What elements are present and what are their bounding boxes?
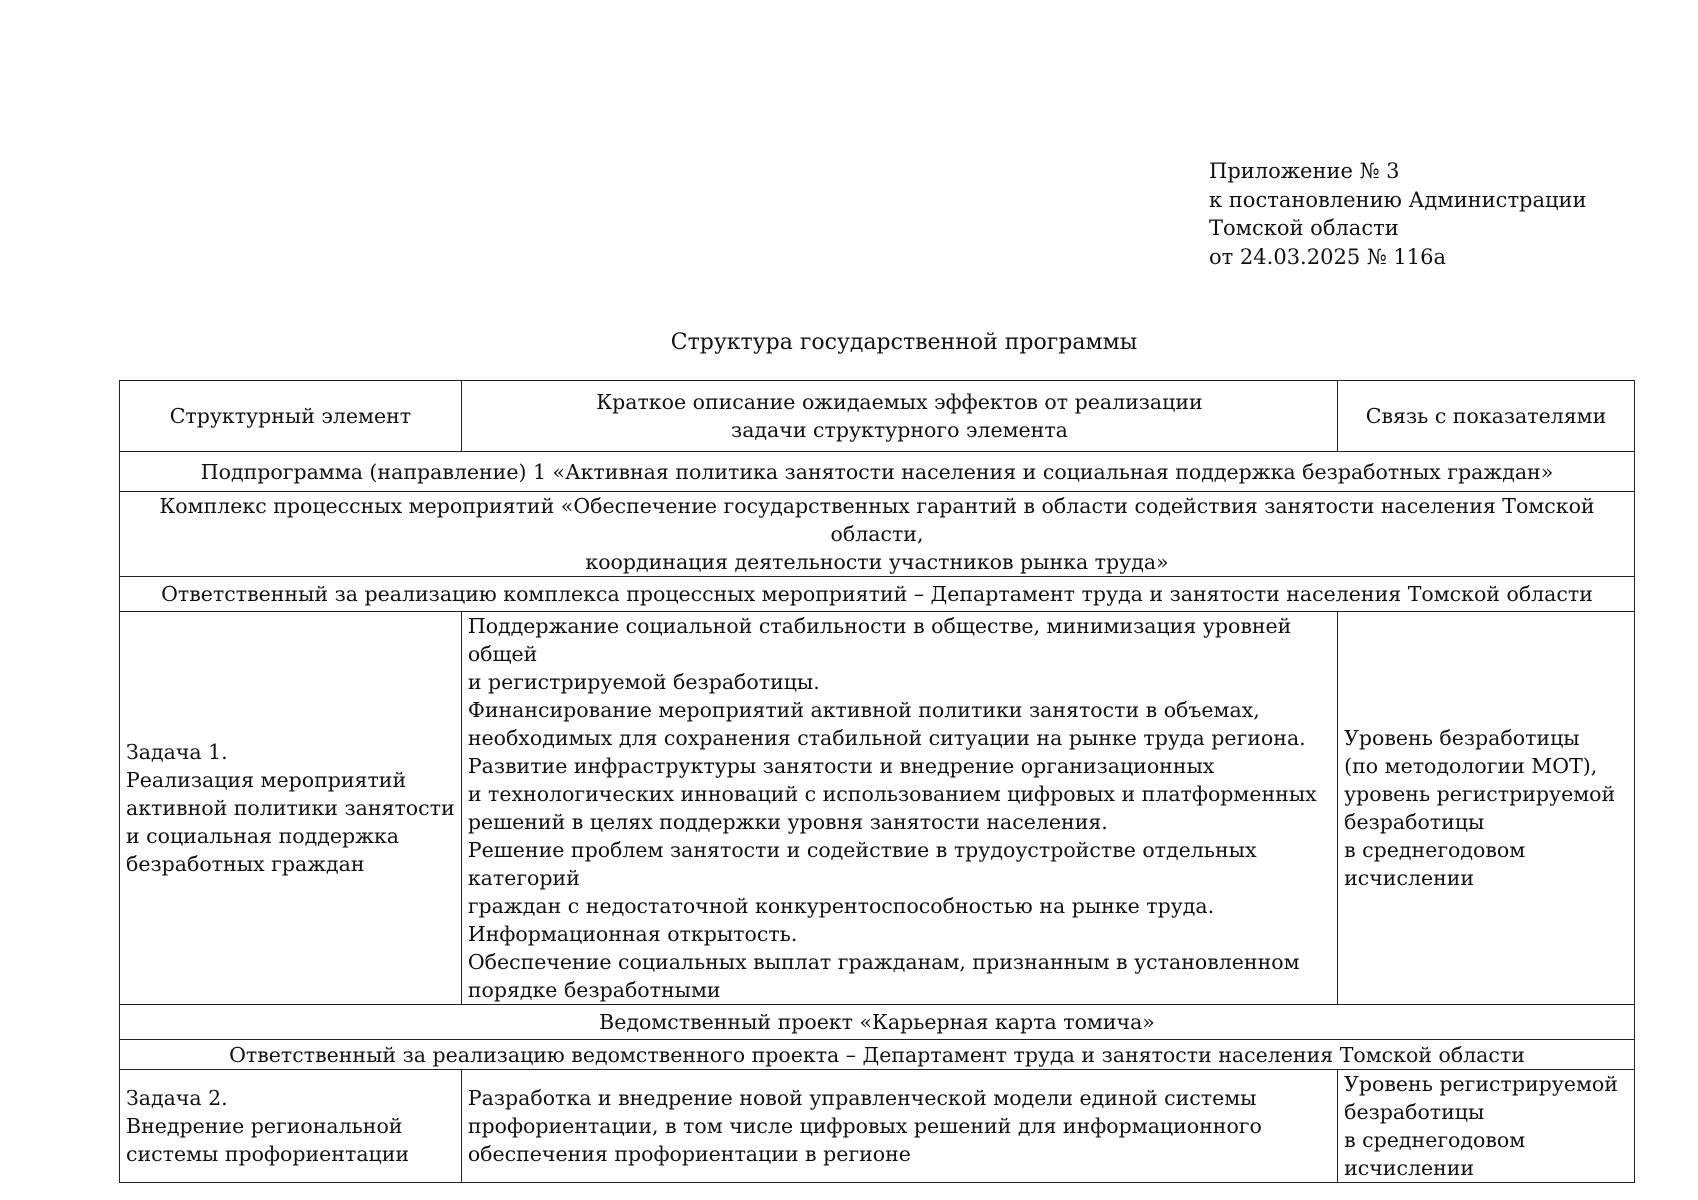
- task1-element-line: Реализация мероприятий: [126, 768, 407, 792]
- complex-cell: [120, 492, 1635, 577]
- task1-indicator-line: уровень регистрируемой: [1344, 782, 1616, 806]
- appendix-line: Приложение № 3: [1209, 159, 1400, 183]
- task1-row: [120, 612, 1635, 1005]
- task1-indicator-line: безработицы: [1344, 810, 1485, 834]
- task2-description-cell: [461, 1070, 1337, 1183]
- project-responsible-row: [120, 1040, 1635, 1070]
- task1-indicator-line: в среднегодовом: [1344, 838, 1526, 862]
- appendix-line: к постановлению Администрации: [1209, 187, 1587, 212]
- header-indicators: Связь с показателями: [1338, 381, 1635, 452]
- task2-element-line: Задача 2.: [126, 1086, 228, 1110]
- document-title: Структура государственной программы: [670, 330, 1138, 355]
- project-row: [120, 1005, 1635, 1040]
- task1-element-line: активной политики занятости: [126, 796, 455, 820]
- task2-row: [120, 1070, 1635, 1183]
- task1-description-line: Развитие инфраструктуры занятости и внедрение организационных: [467, 754, 1215, 778]
- task2-indicator-line: исчислении: [1344, 1156, 1475, 1180]
- task2-element-cell: [120, 1070, 462, 1183]
- complex-responsible-row: [120, 577, 1635, 612]
- task1-element-line: безработных граждан: [126, 852, 365, 876]
- program-structure-table: [119, 380, 1635, 1183]
- task1-description-line: граждан с недостаточной конкурентоспособностью на рынке труда.: [467, 894, 1215, 918]
- complex-line: Комплекс процессных мероприятий «Обеспечение государственных гарантий в области содействия занятости населения Томской области,: [159, 494, 1595, 546]
- task1-element-line: Задача 1.: [126, 740, 228, 764]
- task1-indicator-line: Уровень безработицы: [1344, 726, 1580, 750]
- task1-description-line: Решение проблем занятости и содействие в трудоустройстве отдельных категорий: [467, 838, 1257, 890]
- task1-description-line: решений в целях поддержки уровня занятости населения.: [467, 810, 1108, 834]
- complex-line: координация деятельности участников рынка труда»: [585, 550, 1169, 574]
- task2-indicator-line: в среднегодовом: [1344, 1128, 1526, 1152]
- header-row: [120, 381, 1635, 452]
- header-description-line: Краткое описание ожидаемых эффектов от реализации: [596, 390, 1203, 414]
- header-description: [461, 381, 1337, 452]
- task1-description-line: и технологических инноваций с использованием цифровых и платформенных: [467, 782, 1317, 806]
- subprogram-row: [120, 452, 1635, 492]
- header-description-line: задачи структурного элемента: [731, 418, 1068, 442]
- task1-description-line: Информационная открытость.: [467, 922, 798, 946]
- task1-indicators-cell: [1338, 612, 1635, 1005]
- task2-indicator-line: Уровень регистрируемой: [1344, 1072, 1618, 1096]
- task1-description-line: необходимых для сохранения стабильной ситуации на рынке труда региона.: [467, 726, 1306, 750]
- appendix-block: [1209, 157, 1587, 271]
- task2-indicators-cell: [1338, 1070, 1635, 1183]
- task1-description-line: порядке безработными: [467, 978, 721, 1002]
- task2-indicator-line: безработицы: [1344, 1100, 1485, 1124]
- task1-indicator-line: (по методологии МОТ),: [1344, 754, 1598, 778]
- task1-description-line: Финансирование мероприятий активной политики занятости в объемах,: [467, 698, 1260, 722]
- task1-description-line: Поддержание социальной стабильности в обществе, минимизация уровней общей: [467, 614, 1292, 666]
- task1-element-line: и социальная поддержка: [126, 824, 399, 848]
- task2-element-line: Внедрение региональной: [126, 1114, 403, 1138]
- project-responsible-cell: Ответственный за реализацию ведомственного проекта – Департамент труда и занятости населения Томской области: [120, 1040, 1635, 1070]
- complex-row: [120, 492, 1635, 577]
- task2-description-line: обеспечения профориентации в регионе: [467, 1142, 911, 1166]
- task1-indicator-line: исчислении: [1344, 866, 1475, 890]
- task2-description-line: Разработка и внедрение новой управленческой модели единой системы: [467, 1086, 1257, 1110]
- task1-description-cell: [461, 612, 1337, 1005]
- complex-responsible-cell: Ответственный за реализацию комплекса процессных мероприятий – Департамент труда и занятости населения Томской области: [120, 577, 1635, 612]
- task1-description-line: Обеспечение социальных выплат гражданам, признанным в установленном: [467, 950, 1300, 974]
- task1-element-cell: [120, 612, 462, 1005]
- appendix-line: от 24.03.2025 № 116а: [1209, 244, 1446, 269]
- appendix-line: Томской области: [1209, 216, 1399, 240]
- project-cell: Ведомственный проект «Карьерная карта томича»: [120, 1005, 1635, 1040]
- header-structural-element: Структурный элемент: [120, 381, 462, 452]
- task2-description-line: профориентации, в том числе цифровых решений для информационного: [467, 1114, 1262, 1138]
- task2-element-line: системы профориентации: [126, 1142, 410, 1166]
- task1-description-line: и регистрируемой безработицы.: [467, 670, 820, 694]
- subprogram-cell: Подпрограмма (направление) 1 «Активная политика занятости населения и социальная поддержка безработных граждан»: [120, 452, 1635, 492]
